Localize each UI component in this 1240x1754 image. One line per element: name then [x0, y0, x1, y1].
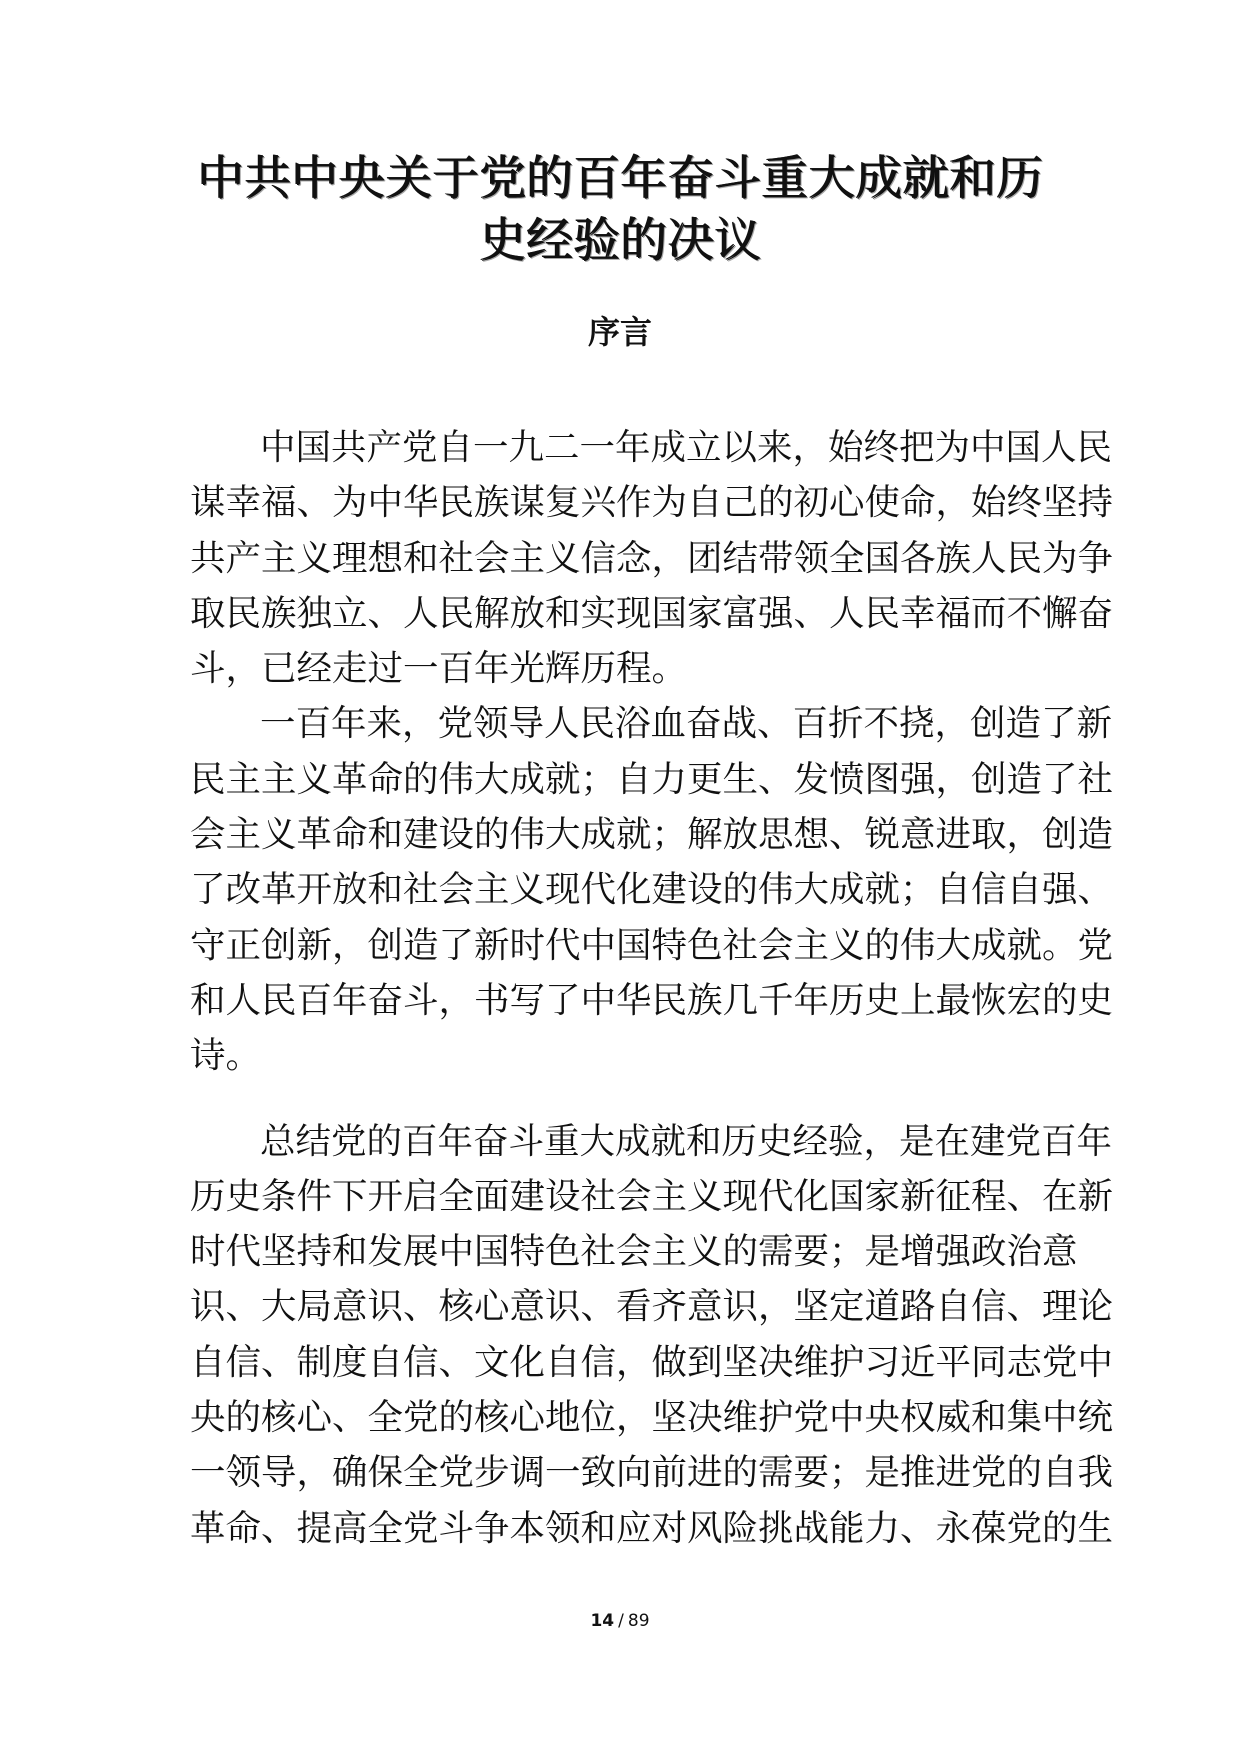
text-line: 诗。 [190, 1035, 262, 1077]
text-line: 谋幸福、为中华民族谋复兴作为自己的初心使命，始终坚持 [190, 482, 1114, 524]
page-separator: / [618, 1611, 624, 1631]
document-title [190, 148, 1050, 272]
text-line: 斗，已经走过一百年光辉历程。 [190, 648, 688, 690]
text-line: 一百年来，党领导人民浴血奋战、百折不挠，创造了新 [260, 703, 1113, 745]
text-line: 自信、制度自信、文化自信，做到坚决维护习近平同志党中 [190, 1341, 1114, 1383]
paragraph-1 [190, 420, 1114, 696]
text-line: 民主主义革命的伟大成就；自力更生、发愤图强，创造了社 [190, 758, 1114, 800]
total-page-count: 89 [627, 1611, 650, 1631]
title-line: 史经验的决议 [479, 213, 761, 268]
paragraph-2 [190, 696, 1114, 1083]
text-line: 和人民百年奋斗，书写了中华民族几千年历史上最恢宏的史 [190, 979, 1114, 1021]
text-line: 一领导，确保全党步调一致向前进的需要；是推进党的自我 [190, 1452, 1114, 1494]
text-line: 共产主义理想和社会主义信念，团结带领全国各族人民为争 [190, 537, 1114, 579]
text-line: 总结党的百年奋斗重大成就和历史经验，是在建党百年 [260, 1120, 1113, 1162]
text-line: 中国共产党自一九二一年成立以来，始终把为中国人民 [260, 427, 1113, 468]
text-line: 会主义革命和建设的伟大成就；解放思想、锐意进取，创造 [190, 814, 1114, 856]
title-line: 中共中央关于党的百年奋斗重大成就和历 [197, 151, 1043, 206]
paragraph-3 [190, 1114, 1114, 1556]
current-page-number: 14 [590, 1611, 615, 1631]
text-line: 革命、提高全党斗争本领和应对风险挑战能力、永葆党的生 [190, 1507, 1114, 1549]
text-line: 识、大局意识、核心意识、看齐意识，坚定道路自信、理论 [190, 1286, 1114, 1328]
text-line: 时代坚持和发展中国特色社会主义的需要；是增强政治意 [190, 1231, 1078, 1273]
text-line: 了改革开放和社会主义现代化建设的伟大成就；自信自强、 [190, 869, 1114, 911]
text-line: 取民族独立、人民解放和实现国家富强、人民幸福而不懈奋 [190, 592, 1114, 634]
text-line: 守正创新，创造了新时代中国特色社会主义的伟大成就。党 [190, 924, 1114, 966]
section-heading-preface: 序言 [587, 313, 652, 351]
text-line: 央的核心、全党的核心地位，坚决维护党中央权威和集中统 [190, 1397, 1114, 1439]
body-text [190, 420, 1114, 1556]
paragraph-spacer [190, 1084, 1050, 1114]
text-line: 历史条件下开启全面建设社会主义现代化国家新征程、在新 [190, 1175, 1114, 1217]
page-number [0, 1610, 1240, 1632]
